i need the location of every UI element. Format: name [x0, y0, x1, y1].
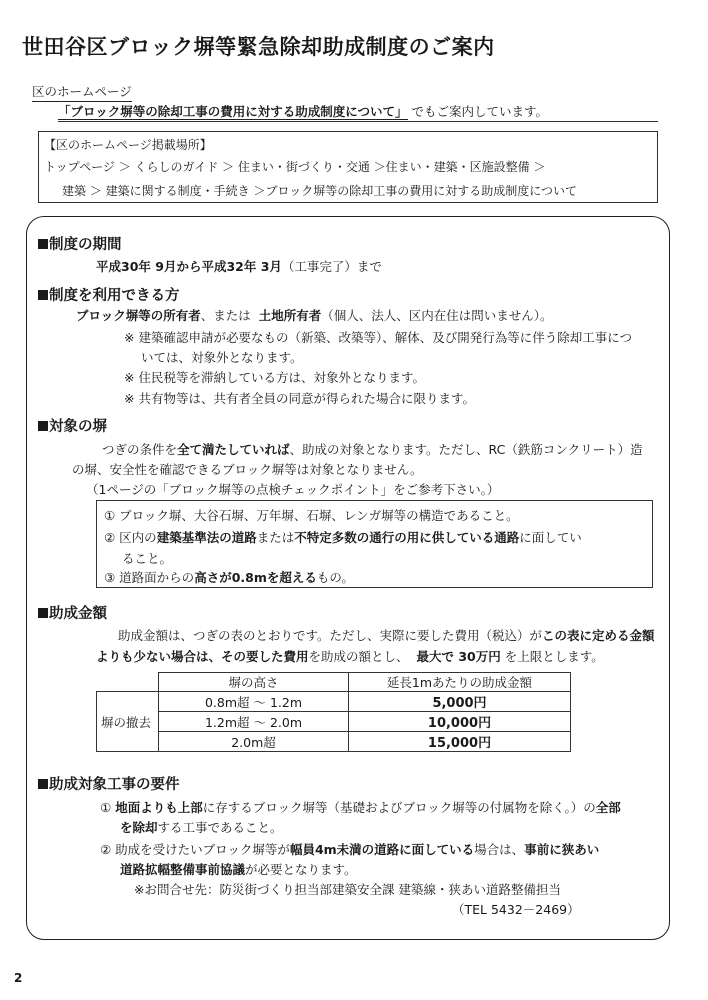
condition-2: ② 区内の建築基準法の道路または不特定多数の通行の用に供している通路に面してい: [104, 530, 582, 545]
requirement-1: ① 地面よりも上部に存するブロック塀等（基礎およびブロック塀等の付属物を除く。）の全部: [100, 800, 621, 815]
page-number: 2: [14, 971, 23, 985]
homepage-line: [58, 102, 548, 120]
period-heading: 制度の期間: [38, 233, 122, 254]
condition-2-cont: ること。: [122, 551, 173, 566]
location-path-1: トップページ ＞ くらしのガイド ＞ 住まい・街づくり・交通 ＞住まい・建築・区施設整備 ＞: [44, 160, 546, 174]
table-cell-height: 0.8m超 ～ 1.2m: [159, 692, 349, 712]
amount-heading: 助成金額: [38, 602, 107, 623]
table-header-height: 塀の高さ: [159, 673, 349, 692]
eligible-note-2: ※ 住民税等を滞納している方は、対象外となります。: [124, 370, 425, 385]
requirements-heading: 助成対象工事の要件: [38, 773, 180, 794]
table-row-header: 塀の撤去: [97, 692, 159, 752]
eligible-heading: 制度を利用できる方: [38, 284, 180, 305]
table-corner-cell: [97, 673, 159, 692]
amount-paragraph-2: よりも少ない場合は、その要した費用を助成の額とし、 最大で 30万円 を上限とします。: [96, 649, 604, 664]
table-cell-amount: 15,000円: [349, 732, 571, 752]
table-cell-height: 1.2m超 ～ 2.0m: [159, 712, 349, 732]
square-bullet-icon: [38, 421, 48, 431]
table-row: [97, 692, 571, 712]
subsidy-amount-table: [96, 672, 571, 752]
eligible-owners: ブロック塀等の所有者、または 土地所有者（個人、法人、区内在住は問いません）。: [76, 308, 553, 323]
requirement-1-cont: を除却する工事であること。: [120, 820, 283, 835]
homepage-link[interactable]: 「ブロック塀等の除却工事の費用に対する助成制度について」: [58, 104, 408, 119]
amount-paragraph-1: 助成金額は、つぎの表のとおりです。ただし、実際に要した費用（税込）がこの表に定める金額: [118, 628, 655, 643]
page-title: 世田谷区ブロック塀等緊急除却助成制度のご案内: [22, 35, 495, 59]
table-cell-amount: 10,000円: [349, 712, 571, 732]
location-path-2: 建築 ＞ 建築に関する制度・手続き ＞ブロック塀等の除却工事の費用に対する助成制度について: [62, 184, 577, 198]
homepage-location-box: [38, 131, 658, 203]
period-text: 平成30年 9月から平成32年 3月（工事完了）まで: [96, 259, 382, 274]
target-heading: 対象の塀: [38, 415, 107, 436]
condition-3: ③ 道路面からの高さが0.8mを超えるもの。: [104, 570, 354, 585]
target-paragraph-2: の塀、安全性を確認できるブロック塀等は対象となりません。: [72, 462, 423, 477]
target-paragraph-3: （1ページの「ブロック塀等の点検チェックポイント」をご参考下さい。）: [86, 482, 500, 497]
homepage-rule: [58, 121, 658, 122]
square-bullet-icon: [38, 608, 48, 618]
eligible-note-1b: いては、対象外となります。: [141, 350, 303, 365]
table-cell-height: 2.0m超: [159, 732, 349, 752]
eligible-note-3: ※ 共有物等は、共有者全員の同意が得られた場合に限ります。: [124, 391, 475, 406]
contact-tel: （TEL 5432－2469）: [452, 902, 580, 917]
condition-1: ① ブロック塀、大谷石塀、万年塀、石塀、レンガ塀等の構造であること。: [104, 508, 519, 523]
table-cell-amount: 5,000円: [349, 692, 571, 712]
square-bullet-icon: [38, 239, 48, 249]
location-title: 【区のホームページ掲載場所】: [44, 138, 212, 152]
homepage-suffix: でもご案内しています。: [411, 104, 549, 119]
table-header-row: [97, 673, 571, 692]
table-row: [97, 732, 571, 752]
requirement-2-cont: 道路拡幅整備事前協議が必要となります。: [120, 862, 357, 877]
table-row: [97, 712, 571, 732]
requirement-2: ② 助成を受けたいブロック塀等が幅員4m未満の道路に面している場合は、事前に狭あい: [100, 842, 600, 857]
square-bullet-icon: [38, 290, 48, 300]
target-paragraph-1: つぎの条件を全て満たしていれば、助成の対象となります。ただし、RC（鉄筋コンクリート）造: [102, 442, 643, 457]
table-header-amount: 延長1mあたりの助成金額: [349, 673, 571, 692]
square-bullet-icon: [38, 779, 48, 789]
homepage-label: 区のホームページ: [32, 82, 132, 102]
contact-info: ※お問合せ先：防災街づくり担当部建築安全課 建築線・狭あい道路整備担当: [134, 882, 561, 897]
eligible-note-1a: ※ 建築確認申請が必要なもの（新築、改築等）、解体、及び開発行為等に伴う除却工事につ: [124, 330, 632, 345]
